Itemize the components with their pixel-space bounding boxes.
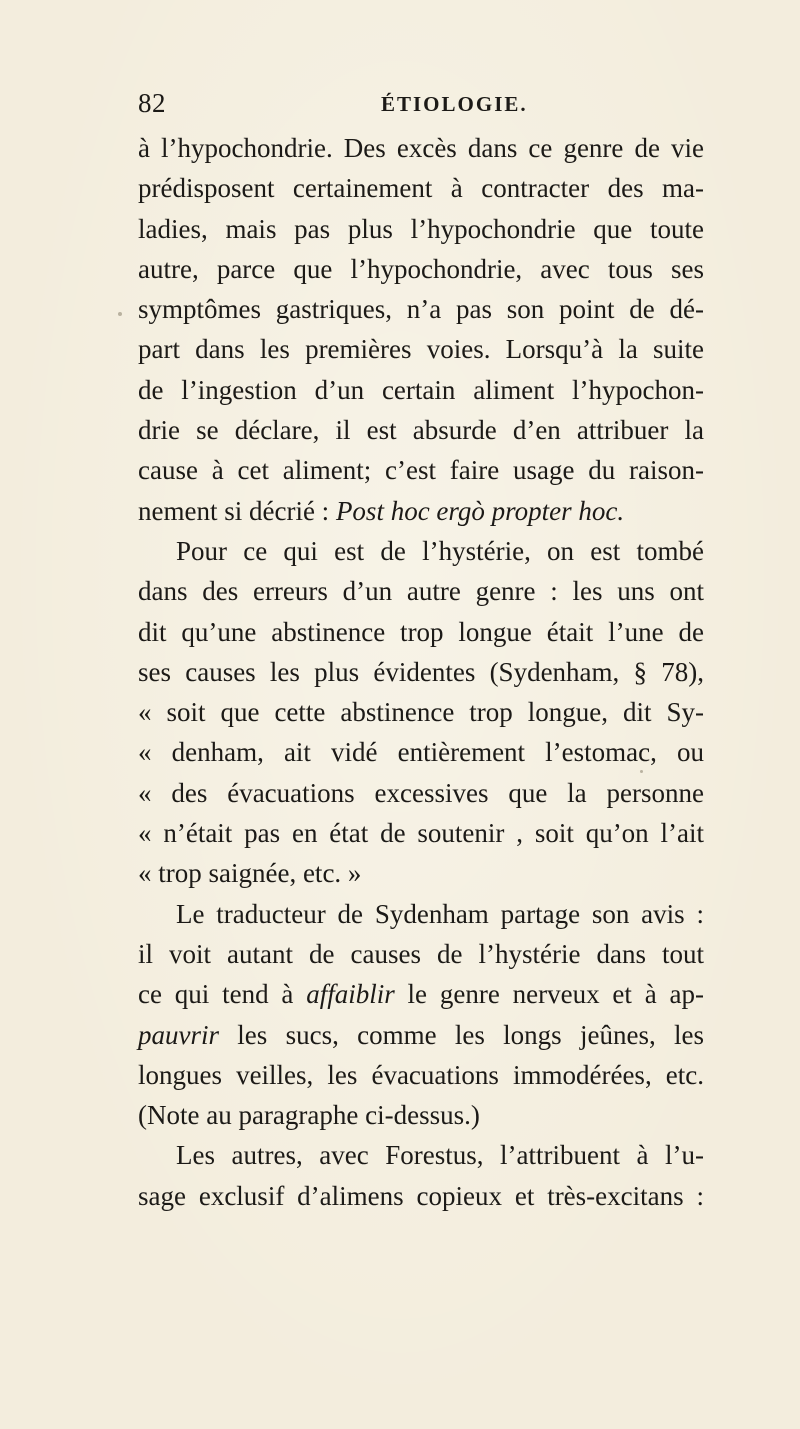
italic-word: affaiblir — [306, 979, 395, 1010]
quote-line: « trop saignée, etc. » — [138, 858, 362, 889]
text-line: longues veilles, les évacuations immodérées, etc. — [138, 1059, 704, 1090]
text-line: prédisposent certainement à contracter des ma- — [138, 173, 704, 204]
text-line-with-italic — [138, 491, 704, 531]
running-title: ÉTIOLOGIE. — [381, 92, 528, 116]
quote-line: « soit que cette abstinence trop longue, dit Sy- — [138, 697, 704, 728]
text-line: dans des erreurs d’un autre genre : les uns ont — [138, 576, 704, 607]
text-line: sage exclusif d’alimens copieux et très-excitans : — [138, 1180, 704, 1211]
body-text — [138, 128, 704, 1216]
text-segment: le genre nerveux et à ap- — [394, 979, 704, 1010]
text-line: autre, parce que l’hypochondrie, avec tous ses — [138, 253, 704, 284]
quote-line: « denham, ait vidé entièrement l’estomac, ou — [138, 737, 704, 768]
page-header — [138, 88, 698, 132]
quote-line: « n’était pas en état de soutenir , soit qu’on l’ait — [138, 818, 704, 849]
text-line: symptômes gastriques, n’a pas son point de dé- — [138, 294, 704, 325]
paragraph-start-line: Les autres, avec Forestus, l’attribuent à l’u- — [176, 1140, 704, 1171]
italic-phrase: Post hoc ergò propter hoc. — [335, 495, 625, 526]
text-line: à l’hypochondrie. Des excès dans ce genre de vie — [138, 133, 704, 163]
text-line: dit qu’une abstinence trop longue était l’une de — [138, 616, 704, 647]
text-line: de l’ingestion d’un certain aliment l’hypochon- — [138, 374, 704, 405]
text-line: part dans les premières voies. Lorsqu’à la suite — [138, 334, 704, 365]
text-segment: ce qui tend à — [138, 979, 307, 1010]
paragraph-start-line: Le traducteur de Sydenham partage son avis : — [176, 898, 704, 929]
quote-line: « des évacuations excessives que la personne — [138, 777, 704, 808]
text-segment: nement si décrié : — [138, 495, 336, 526]
paper-speck — [640, 770, 643, 773]
text-line-with-italic — [138, 974, 704, 1014]
text-line: drie se déclare, il est absurde d’en attribuer la — [138, 415, 704, 446]
paragraph-start-line: Pour ce qui est de l’hystérie, on est tombé — [176, 535, 704, 566]
text-segment: les sucs, comme les longs jeûnes, les — [219, 1019, 704, 1050]
paper-speck — [118, 312, 122, 316]
text-line: ladies, mais pas plus l’hypochondrie que toute — [138, 213, 704, 244]
text-line: cause à cet aliment; c’est faire usage du raison- — [138, 455, 704, 486]
text-line-with-italic — [138, 1015, 704, 1055]
text-line: ses causes les plus évidentes (Sydenham, § 78), — [138, 656, 704, 687]
text-line: (Note au paragraphe ci-dessus.) — [138, 1100, 480, 1131]
text-line: il voit autant de causes de l’hystérie dans tout — [138, 938, 704, 969]
page-number: 82 — [138, 88, 166, 118]
italic-word: pauvrir — [138, 1019, 219, 1050]
